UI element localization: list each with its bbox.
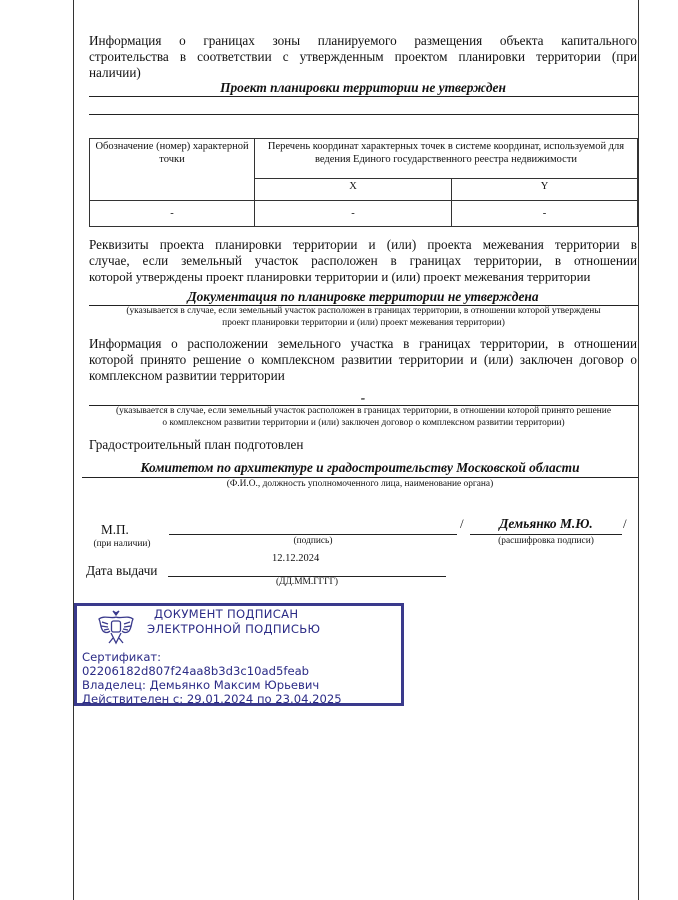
- signer-name-note: (расшифровка подписи): [498, 536, 594, 546]
- col-header-coords: Перечень координат характерных точек в системе координат, используемой для ведения Единого государственного реестра недвижимости: [255, 139, 638, 179]
- zone-info-line-1: Информация о границах зоны планируемого размещения объекта капитального: [89, 33, 637, 48]
- signer-name: Демьянко М.Ю.: [499, 516, 593, 531]
- complex-dev-note-line-2: о комплексном развитии территории и (или) заключен договор о комплексном развитии территории): [162, 417, 565, 428]
- slash-2: /: [623, 516, 627, 531]
- stamp-place-label: М.П.: [101, 522, 129, 537]
- zone-info-blank-line: [89, 114, 638, 115]
- col-header-y: Y: [452, 179, 638, 201]
- prepared-note: (Ф.И.О., должность уполномоченного лица, наименование органа): [226, 479, 494, 489]
- certificate-validity: Действителен с: 29.01.2024 по 23.04.2025: [82, 692, 342, 706]
- certificate-owner: Владелец: Демьянко Максим Юрьевич: [82, 678, 320, 692]
- prepared-value: Комитетом по архитектуре и градостроительству Московской области: [140, 460, 580, 475]
- coordinates-table: [89, 138, 638, 227]
- table-row: [90, 201, 638, 227]
- requisites-paragraph: [89, 237, 637, 285]
- prepared-underline: [82, 477, 638, 478]
- signer-name-underline: [470, 534, 622, 535]
- coat-of-arms-icon: [96, 609, 136, 647]
- certificate-label: Сертификат:: [82, 650, 162, 664]
- col-header-x: X: [255, 179, 452, 201]
- complex-dev-line-1: Информация о расположении земельного участка в границах территории, в отношении: [89, 336, 637, 351]
- signature-note: (подпись): [293, 536, 333, 546]
- col-header-point: Обозначение (номер) характерной точки: [90, 139, 255, 201]
- complex-dev-value: -: [360, 390, 366, 405]
- requisites-note-line-1: (указывается в случае, если земельный участок расположен в границах территории, в отношении которой утверждены: [126, 306, 601, 316]
- requisites-value: Документация по планировке территории не утверждена: [187, 289, 539, 304]
- zone-info-line-3: наличии): [89, 65, 141, 80]
- zone-info-line-2: строительства в соответствии с утвержденным проектом планировки территории (при: [89, 49, 637, 64]
- issue-date-value: 12.12.2024: [272, 553, 320, 564]
- requisites-line-2: случае, если земельный участок расположен в границах территории, в отношении: [89, 253, 637, 268]
- complex-dev-note-line-1: (указывается в случае, если земельный участок расположен в границах территории, в отношении которой принято решение: [116, 406, 611, 416]
- prepared-label: Градостроительный план подготовлен: [89, 437, 304, 452]
- requisites-note-line-2: проект планировки территории и (или) проект межевания территории): [222, 317, 505, 328]
- zone-info-value: Проект планировки территории не утвержден: [220, 80, 506, 95]
- complex-dev-note: [89, 406, 638, 429]
- complex-dev-line-2: которой принято решение о комплексном развитии территории и (или) заключен договор о: [89, 352, 637, 367]
- zone-info-paragraph: [89, 33, 637, 81]
- e-signature-stamp: [74, 603, 404, 706]
- requisites-line-3: которой утверждены проект планировки территории и (или) проект межевания территории: [89, 270, 591, 284]
- issue-date-label: Дата выдачи: [86, 563, 158, 578]
- stamp-title-line-1: ДОКУМЕНТ ПОДПИСАН: [154, 607, 299, 621]
- certificate-number: 02206182d807f24aa8b3d3c10ad5feab: [82, 664, 310, 678]
- complex-dev-paragraph: [89, 336, 637, 384]
- signature-line: [169, 534, 457, 535]
- cell-point: -: [90, 201, 255, 227]
- cell-x: -: [255, 201, 452, 227]
- complex-dev-line-3: комплексном развитии территории: [89, 368, 285, 383]
- stamp-title-line-2: ЭЛЕКТРОННОЙ ПОДПИСЬЮ: [147, 622, 321, 636]
- stamp-place-note: (при наличии): [93, 539, 151, 549]
- zone-info-underline: [89, 96, 638, 97]
- cell-y: -: [452, 201, 638, 227]
- requisites-line-1: Реквизиты проекта планировки территории и (или) проекта межевания территории в: [89, 237, 637, 252]
- issue-date-format: (ДД.ММ.ГГГГ): [275, 577, 339, 587]
- requisites-note: [89, 306, 638, 329]
- slash-1: /: [460, 516, 464, 531]
